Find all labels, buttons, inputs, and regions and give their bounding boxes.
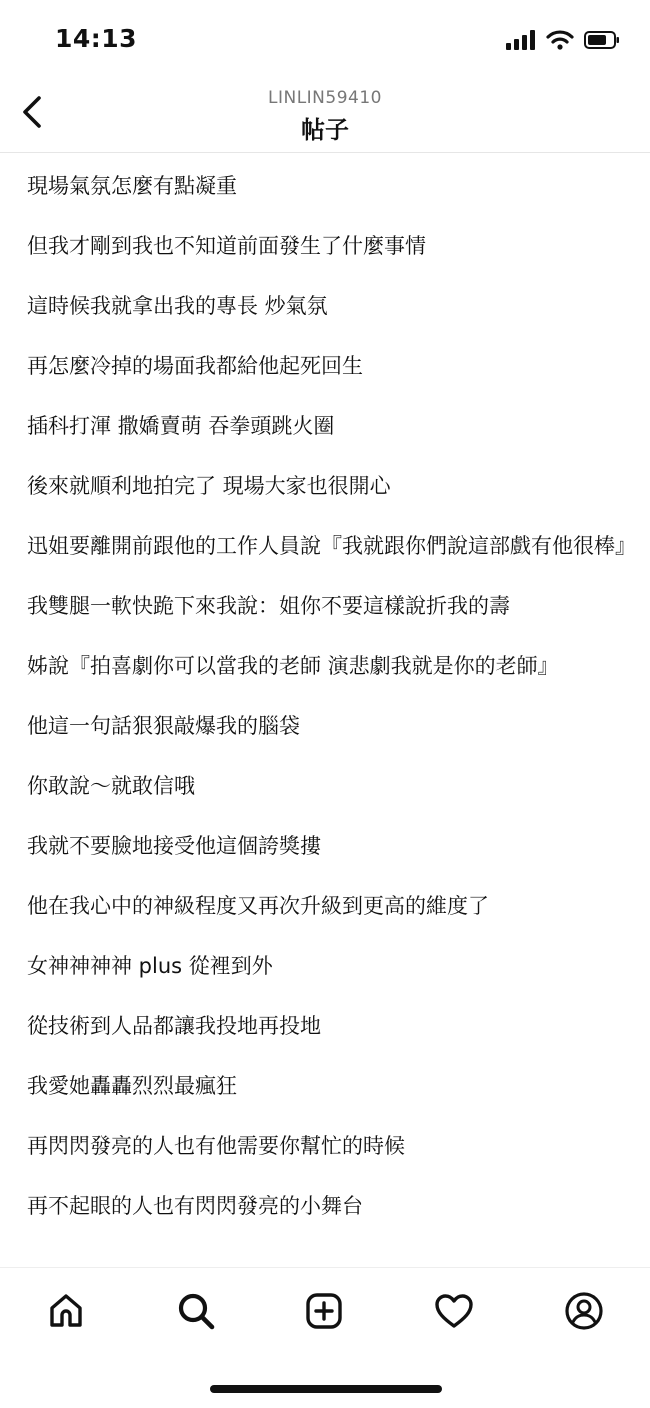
home-icon [46, 1291, 86, 1335]
post-content[interactable] [0, 153, 650, 1267]
post-line: 你敢說～就敢信哦 [27, 774, 195, 798]
nav-search-button[interactable] [171, 1288, 221, 1338]
post-text-lines [0, 153, 650, 1220]
status-icons [506, 28, 620, 56]
post-line: 我就不要臉地接受他這個誇獎摟 [27, 834, 321, 858]
wifi-icon [546, 30, 574, 54]
post-line: 這時候我就拿出我的專長 炒氣氛 [27, 294, 328, 318]
post-line: 後來就順利地拍完了 現場大家也很開心 [27, 474, 391, 498]
nav-activity-button[interactable] [429, 1288, 479, 1338]
battery-icon [584, 30, 620, 54]
post-line: 他這一句話狠狠敲爆我的腦袋 [27, 714, 300, 738]
nav-profile-button[interactable] [559, 1288, 609, 1338]
plus-square-icon [304, 1291, 344, 1335]
post-line: 但我才剛到我也不知道前面發生了什麼事情 [27, 234, 426, 258]
post-header [0, 80, 650, 153]
post-line: 我愛她轟轟烈烈最瘋狂 [27, 1074, 237, 1098]
post-line: 他在我心中的神級程度又再次升級到更高的維度了 [27, 894, 489, 918]
post-line: 再怎麼冷掉的場面我都給他起死回生 [27, 354, 363, 378]
nav-create-button[interactable] [299, 1288, 349, 1338]
signal-icon [506, 30, 536, 54]
status-time: 14:13 [55, 24, 138, 53]
post-line: 插科打渾 撒嬌賣萌 吞拳頭跳火圈 [27, 414, 335, 438]
post-line: 現場氣氛怎麼有點凝重 [27, 174, 237, 198]
post-line: 我雙腿一軟快跪下來我說：姐你不要這樣說折我的壽 [27, 594, 510, 618]
search-icon [176, 1291, 216, 1335]
header-username[interactable]: LINLIN59410 [268, 88, 382, 108]
status-bar [0, 0, 650, 80]
heart-icon [433, 1291, 475, 1335]
nav-home-button[interactable] [41, 1288, 91, 1338]
profile-icon [563, 1290, 605, 1336]
post-line: 再閃閃發亮的人也有他需要你幫忙的時候 [27, 1134, 405, 1158]
post-line: 女神神神神 plus 從裡到外 [27, 954, 273, 978]
page-title: 帖子 [301, 116, 349, 144]
post-line: 迅姐要離開前跟他的工作人員說『我就跟你們說這部戲有他很棒』 [27, 534, 636, 558]
post-line: 姊說『拍喜劇你可以當我的老師 演悲劇我就是你的老師』 [27, 654, 559, 678]
home-indicator[interactable] [210, 1385, 442, 1393]
post-line: 從技術到人品都讓我投地再投地 [27, 1014, 321, 1038]
post-line: 再不起眼的人也有閃閃發亮的小舞台 [27, 1194, 363, 1218]
